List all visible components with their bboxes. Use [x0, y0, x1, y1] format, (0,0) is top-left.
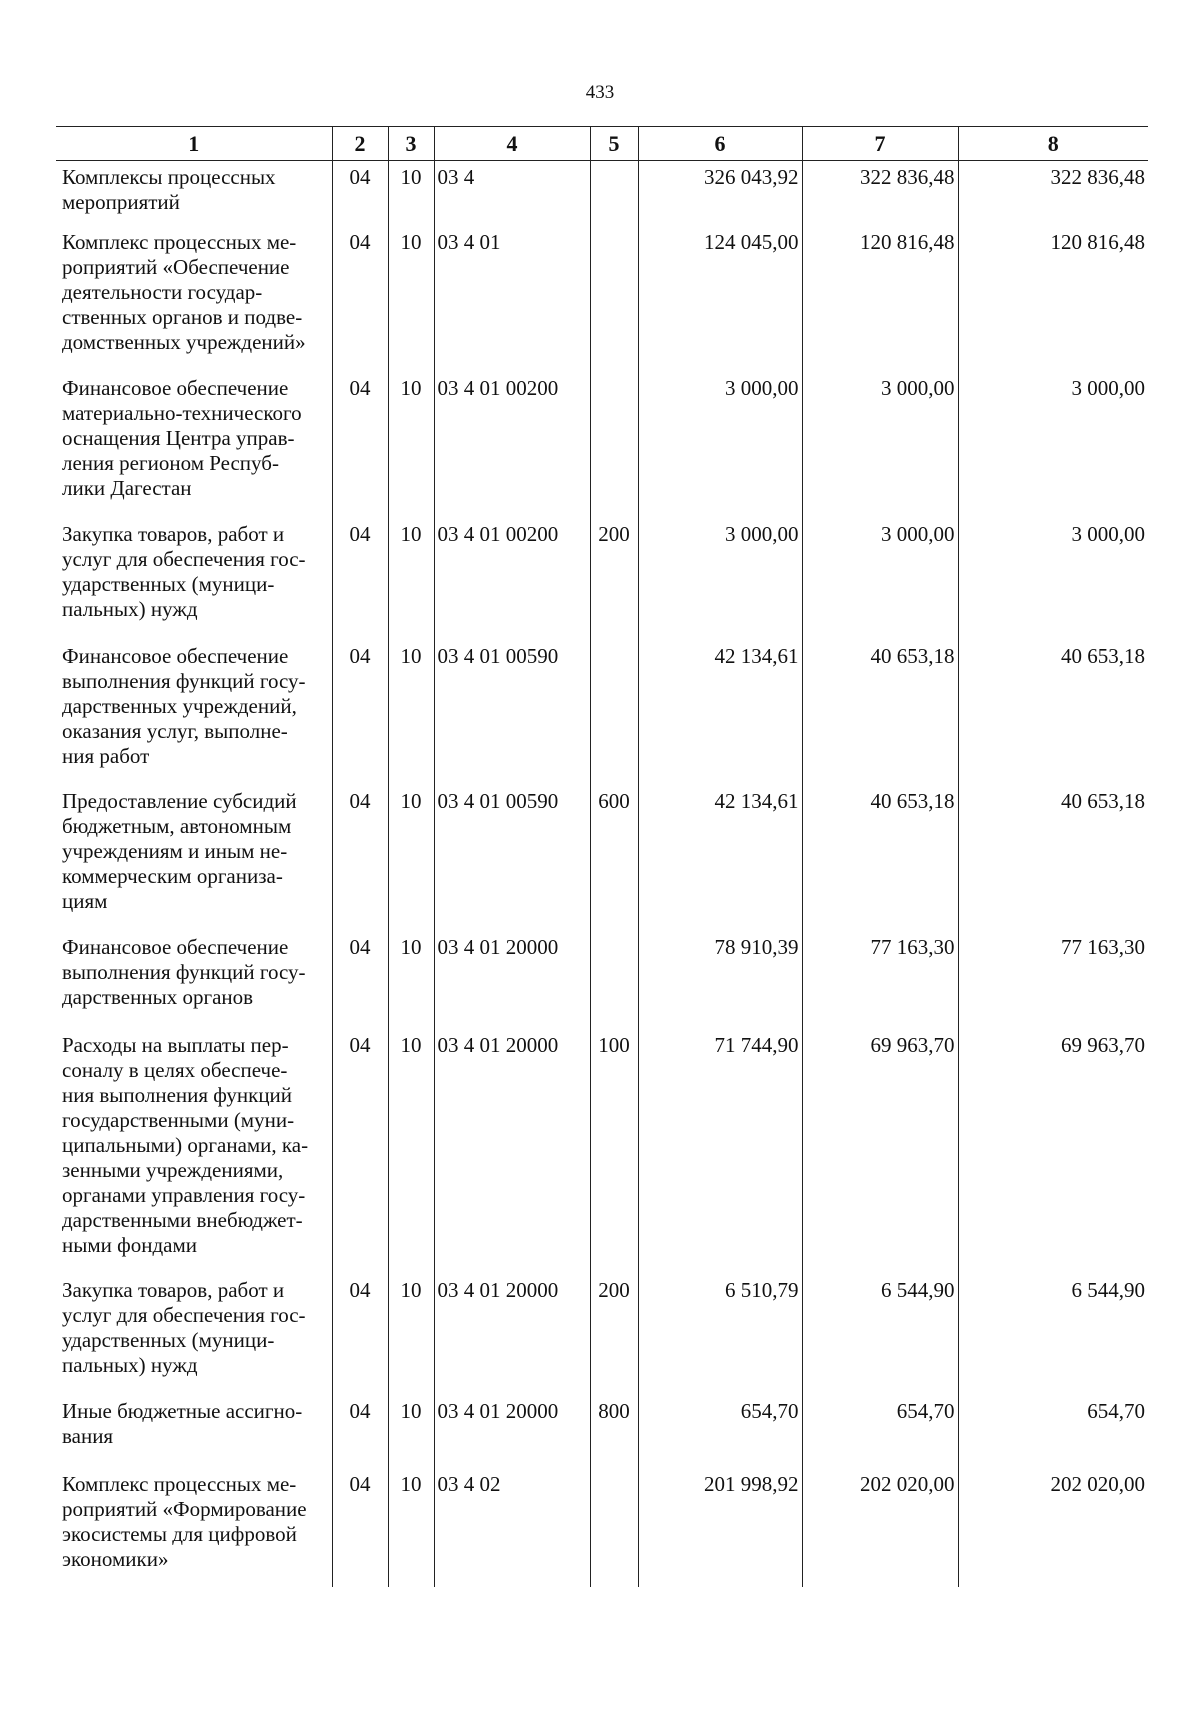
cell-col-6: 654,70 [638, 1395, 802, 1468]
cell-col-4: 03 4 01 20000 [434, 1395, 590, 1468]
cell-col-8: 3 000,00 [958, 518, 1148, 640]
cell-col-4: 03 4 01 00200 [434, 372, 590, 518]
cell-col-2: 04 [332, 785, 388, 931]
cell-col-3: 10 [388, 931, 434, 1029]
cell-col-3: 10 [388, 785, 434, 931]
cell-col-4: 03 4 01 20000 [434, 1274, 590, 1395]
column-header-1: 1 [56, 127, 332, 161]
cell-col-8: 77 163,30 [958, 931, 1148, 1029]
page-number: 433 [585, 82, 615, 103]
cell-col-3: 10 [388, 226, 434, 372]
cell-col-6: 3 000,00 [638, 372, 802, 518]
row-name: Предоставление субсидий бюджетным, автономным учреждениям и иным не- коммерческим организа- циям [62, 788, 297, 913]
row-name: Иные бюджетные ассигно- вания [62, 1398, 303, 1448]
cell-col-4: 03 4 01 [434, 226, 590, 372]
cell-col-6: 124 045,00 [638, 226, 802, 372]
column-header-2: 2 [332, 127, 388, 161]
cell-col-7: 322 836,48 [802, 161, 958, 226]
cell-col-5 [590, 640, 638, 785]
budget-table [56, 126, 1148, 1587]
cell-col-5: 800 [590, 1395, 638, 1468]
cell-col-7: 69 963,70 [802, 1029, 958, 1274]
row-name: Комплексы процессных мероприятий [62, 165, 276, 214]
table-row [56, 1274, 1148, 1395]
cell-col-2: 04 [332, 1395, 388, 1468]
cell-col-8: 69 963,70 [958, 1029, 1148, 1274]
cell-col-6: 201 998,92 [638, 1468, 802, 1587]
cell-col-7: 77 163,30 [802, 931, 958, 1029]
cell-col-6: 326 043,92 [638, 161, 802, 226]
table-row [56, 518, 1148, 640]
row-name: Финансовое обеспечение выполнения функций госу- дарственных органов [62, 934, 306, 1009]
row-name: Комплекс процессных ме- роприятий «Формирование экосистемы для цифровой экономики» [62, 1471, 307, 1571]
column-header-3: 3 [388, 127, 434, 161]
cell-col-2: 04 [332, 1029, 388, 1274]
cell-col-2: 04 [332, 518, 388, 640]
table-row [56, 785, 1148, 931]
cell-col-5: 100 [590, 1029, 638, 1274]
cell-col-8: 3 000,00 [958, 372, 1148, 518]
cell-col-6: 71 744,90 [638, 1029, 802, 1274]
cell-col-3: 10 [388, 1029, 434, 1274]
cell-col-7: 40 653,18 [802, 785, 958, 931]
cell-col-8: 202 020,00 [958, 1468, 1148, 1587]
cell-col-4: 03 4 01 20000 [434, 1029, 590, 1274]
cell-col-2: 04 [332, 161, 388, 226]
cell-col-8: 6 544,90 [958, 1274, 1148, 1395]
column-header-7: 7 [802, 127, 958, 161]
table-row [56, 372, 1148, 518]
cell-col-4: 03 4 01 00590 [434, 785, 590, 931]
cell-col-7: 3 000,00 [802, 518, 958, 640]
cell-col-4: 03 4 01 20000 [434, 931, 590, 1029]
cell-col-3: 10 [388, 1395, 434, 1468]
row-name: Финансовое обеспечение материально-технического оснащения Центра управ- ления регионом Респуб- лики Дагестан [62, 375, 302, 500]
cell-col-8: 40 653,18 [958, 640, 1148, 785]
cell-col-3: 10 [388, 640, 434, 785]
cell-col-2: 04 [332, 372, 388, 518]
column-header-5: 5 [590, 127, 638, 161]
cell-col-6: 42 134,61 [638, 785, 802, 931]
table-row [56, 1468, 1148, 1587]
table-body [56, 161, 1148, 1587]
cell-col-5 [590, 931, 638, 1029]
table-row [56, 226, 1148, 372]
cell-col-6: 42 134,61 [638, 640, 802, 785]
cell-col-5: 600 [590, 785, 638, 931]
cell-col-6: 6 510,79 [638, 1274, 802, 1395]
row-name: Комплекс процессных ме- роприятий «Обеспечение деятельности государ- ственных органов и подве- домственных учреждений» [62, 229, 306, 354]
cell-col-7: 654,70 [802, 1395, 958, 1468]
cell-col-3: 10 [388, 1274, 434, 1395]
cell-col-5: 200 [590, 518, 638, 640]
header-row [56, 127, 1148, 161]
row-name: Финансовое обеспечение выполнения функций госу- дарственных учреждений, оказания услуг, выполне- ния работ [62, 643, 306, 768]
cell-col-5: 200 [590, 1274, 638, 1395]
cell-col-6: 78 910,39 [638, 931, 802, 1029]
cell-col-3: 10 [388, 161, 434, 226]
column-header-8: 8 [958, 127, 1148, 161]
cell-col-3: 10 [388, 518, 434, 640]
column-header-4: 4 [434, 127, 590, 161]
cell-col-8: 654,70 [958, 1395, 1148, 1468]
row-name: Расходы на выплаты пер- соналу в целях обеспече- ния выполнения функций государственными (муни- ципальными) органами, ка- зенными учреждениями, органами управления госу- дарственными внебюджет- ными фондами [62, 1032, 309, 1257]
cell-col-7: 202 020,00 [802, 1468, 958, 1587]
cell-col-7: 120 816,48 [802, 226, 958, 372]
table-row [56, 1029, 1148, 1274]
cell-col-3: 10 [388, 372, 434, 518]
cell-col-2: 04 [332, 640, 388, 785]
cell-col-5 [590, 1468, 638, 1587]
table-row [56, 1395, 1148, 1468]
cell-col-2: 04 [332, 1274, 388, 1395]
cell-col-8: 40 653,18 [958, 785, 1148, 931]
cell-col-2: 04 [332, 1468, 388, 1587]
cell-col-4: 03 4 01 00200 [434, 518, 590, 640]
column-header-6: 6 [638, 127, 802, 161]
cell-col-2: 04 [332, 931, 388, 1029]
cell-col-4: 03 4 [434, 161, 590, 226]
table-row [56, 640, 1148, 785]
cell-col-3: 10 [388, 1468, 434, 1587]
cell-col-2: 04 [332, 226, 388, 372]
cell-col-8: 322 836,48 [958, 161, 1148, 226]
cell-col-5 [590, 161, 638, 226]
table-row [56, 161, 1148, 226]
row-name: Закупка товаров, работ и услуг для обеспечения гос- ударственных (муници- пальных) нужд [62, 521, 306, 621]
cell-col-7: 40 653,18 [802, 640, 958, 785]
cell-col-7: 6 544,90 [802, 1274, 958, 1395]
row-name: Закупка товаров, работ и услуг для обеспечения гос- ударственных (муници- пальных) нужд [62, 1277, 306, 1377]
cell-col-8: 120 816,48 [958, 226, 1148, 372]
cell-col-7: 3 000,00 [802, 372, 958, 518]
cell-col-4: 03 4 02 [434, 1468, 590, 1587]
cell-col-4: 03 4 01 00590 [434, 640, 590, 785]
cell-col-6: 3 000,00 [638, 518, 802, 640]
cell-col-5 [590, 372, 638, 518]
cell-col-5 [590, 226, 638, 372]
table-row [56, 931, 1148, 1029]
